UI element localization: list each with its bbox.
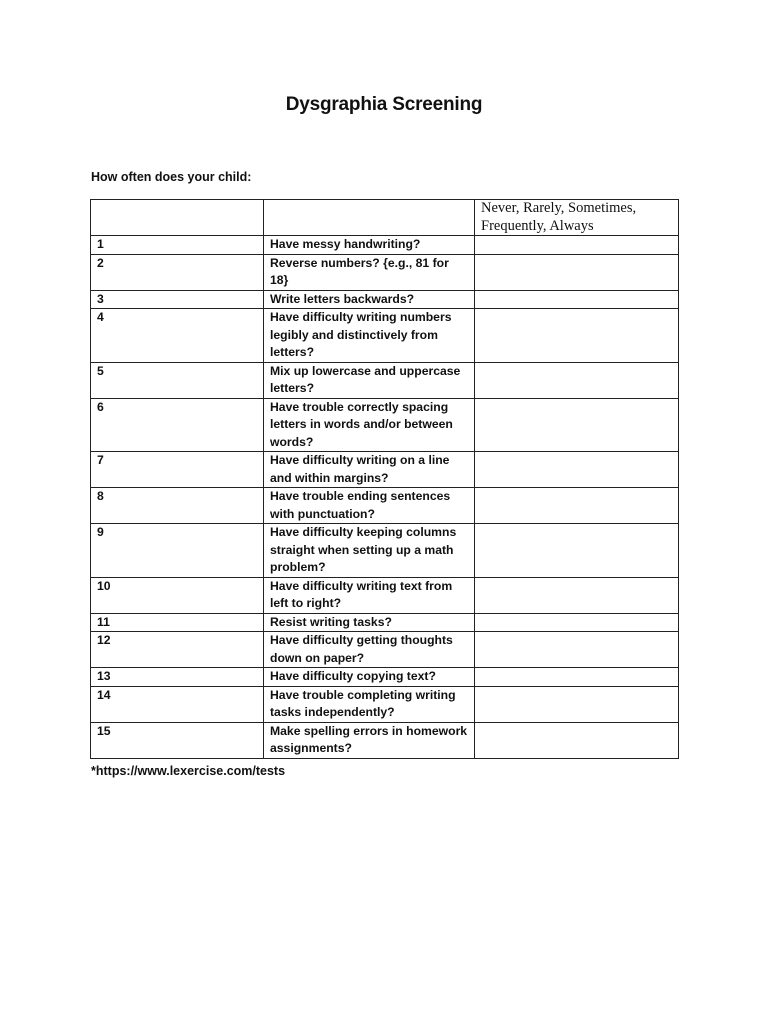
row-question: Have difficulty getting thoughts down on paper? bbox=[264, 632, 475, 668]
table-row bbox=[91, 290, 679, 309]
row-rating-answer[interactable] bbox=[475, 632, 679, 668]
row-number: 5 bbox=[91, 362, 264, 398]
row-rating-answer[interactable] bbox=[475, 686, 679, 722]
table-row bbox=[91, 722, 679, 758]
row-rating-answer[interactable] bbox=[475, 524, 679, 578]
row-number: 1 bbox=[91, 236, 264, 255]
row-question: Have trouble correctly spacing letters in words and/or between words? bbox=[264, 398, 475, 452]
row-question: Have difficulty writing numbers legibly and distinctively from letters? bbox=[264, 309, 475, 363]
table-row bbox=[91, 362, 679, 398]
row-number: 3 bbox=[91, 290, 264, 309]
table-header-row bbox=[91, 200, 679, 236]
table-row bbox=[91, 632, 679, 668]
row-question: Have difficulty keeping columns straight when setting up a math problem? bbox=[264, 524, 475, 578]
row-rating-answer[interactable] bbox=[475, 290, 679, 309]
table-row bbox=[91, 577, 679, 613]
table-row bbox=[91, 452, 679, 488]
row-question: Have difficulty copying text? bbox=[264, 668, 475, 687]
screening-table bbox=[90, 199, 679, 759]
table-row bbox=[91, 488, 679, 524]
intro-prompt: How often does your child: bbox=[91, 170, 252, 184]
row-rating-answer[interactable] bbox=[475, 488, 679, 524]
table-row bbox=[91, 254, 679, 290]
header-rating-scale: Never, Rarely, Sometimes, Frequently, Always bbox=[475, 200, 679, 236]
header-number-cell bbox=[91, 200, 264, 236]
row-question: Mix up lowercase and uppercase letters? bbox=[264, 362, 475, 398]
row-question: Have trouble ending sentences with punctuation? bbox=[264, 488, 475, 524]
page-title: Dysgraphia Screening bbox=[285, 94, 483, 115]
table-row bbox=[91, 524, 679, 578]
row-number: 2 bbox=[91, 254, 264, 290]
row-rating-answer[interactable] bbox=[475, 577, 679, 613]
row-rating-answer[interactable] bbox=[475, 254, 679, 290]
row-question: Resist writing tasks? bbox=[264, 613, 475, 632]
row-number: 10 bbox=[91, 577, 264, 613]
row-number: 8 bbox=[91, 488, 264, 524]
row-question: Write letters backwards? bbox=[264, 290, 475, 309]
row-rating-answer[interactable] bbox=[475, 236, 679, 255]
table-row bbox=[91, 668, 679, 687]
row-number: 7 bbox=[91, 452, 264, 488]
row-number: 11 bbox=[91, 613, 264, 632]
row-number: 4 bbox=[91, 309, 264, 363]
header-question-cell bbox=[264, 200, 475, 236]
row-rating-answer[interactable] bbox=[475, 613, 679, 632]
row-number: 13 bbox=[91, 668, 264, 687]
table-row bbox=[91, 236, 679, 255]
row-question: Have trouble completing writing tasks independently? bbox=[264, 686, 475, 722]
row-rating-answer[interactable] bbox=[475, 362, 679, 398]
row-number: 12 bbox=[91, 632, 264, 668]
row-number: 15 bbox=[91, 722, 264, 758]
row-rating-answer[interactable] bbox=[475, 398, 679, 452]
row-question: Have difficulty writing text from left to right? bbox=[264, 577, 475, 613]
row-question: Have messy handwriting? bbox=[264, 236, 475, 255]
row-question: Have difficulty writing on a line and within margins? bbox=[264, 452, 475, 488]
row-question: Reverse numbers? {e.g., 81 for 18} bbox=[264, 254, 475, 290]
row-rating-answer[interactable] bbox=[475, 452, 679, 488]
row-number: 9 bbox=[91, 524, 264, 578]
table-row bbox=[91, 309, 679, 363]
source-footnote: *https://www.lexercise.com/tests bbox=[91, 764, 286, 778]
table-row bbox=[91, 613, 679, 632]
row-rating-answer[interactable] bbox=[475, 309, 679, 363]
row-number: 6 bbox=[91, 398, 264, 452]
row-rating-answer[interactable] bbox=[475, 668, 679, 687]
table-row bbox=[91, 398, 679, 452]
table-row bbox=[91, 686, 679, 722]
row-rating-answer[interactable] bbox=[475, 722, 679, 758]
row-question: Make spelling errors in homework assignments? bbox=[264, 722, 475, 758]
row-number: 14 bbox=[91, 686, 264, 722]
